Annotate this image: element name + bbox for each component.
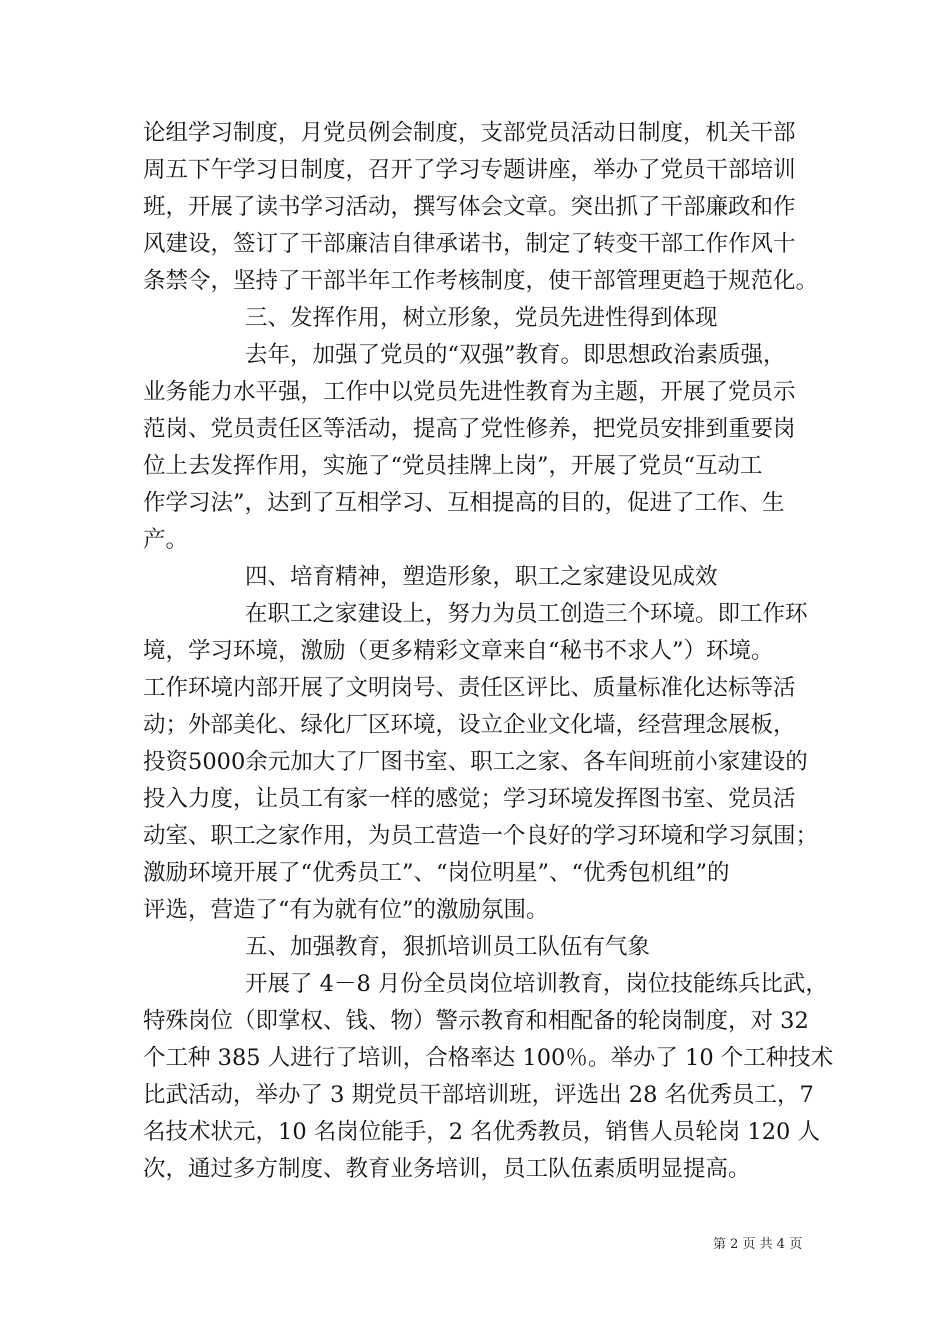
text-line: 工作环境内部开展了文明岗号、责任区评比、质量标准化达标等活	[143, 675, 796, 701]
text-line: 评选，营造了“有为就有位”的激励氛围。	[143, 897, 549, 923]
text-line: 动室、职工之家作用，为员工营造一个良好的学习环境和学习氛围；	[143, 823, 819, 849]
text-line: 激励环境开展了“优秀员工”、“岗位明星”、“优秀包机组”的	[143, 860, 730, 886]
text-line: 投入力度，让员工有家一样的感觉；学习环境发挥图书室、党员活	[143, 786, 796, 812]
text-line: 位上去发挥作用，实施了“党员挂牌上岗”，开展了党员“互动工	[143, 453, 763, 479]
text-line: 周五下午学习日制度，召开了学习专题讲座，举办了党员干部培训	[143, 157, 796, 183]
page-number: 第 2 页 共 4 页	[713, 1237, 803, 1252]
text-line: 条禁令，坚持了干部半年工作考核制度，使干部管理更趋于规范化。	[143, 268, 819, 294]
text-line: 比武活动，举办了 3 期党员干部培训班，评选出 28 名优秀员工，7	[143, 1082, 814, 1108]
text-line: 范岗、党员责任区等活动，提高了党性修养，把党员安排到重要岗	[143, 416, 796, 442]
text-line: 作学习法”，达到了互相学习、互相提高的目的，促进了工作、生	[143, 490, 785, 516]
text-line: 动；外部美化、绿化厂区环境，设立企业文化墙，经营理念展板，	[143, 712, 796, 738]
paragraph-start: 去年，加强了党员的“双强”教育。即思想政治素质强，	[245, 342, 786, 368]
text-line: 投资5000余元加大了厂图书室、职工之家、各车间班前小家建设的	[143, 749, 808, 775]
text-line: 境，学习环境，激励（更多精彩文章来自“秘书不求人”）环境。	[143, 638, 774, 664]
text-line: 业务能力水平强，工作中以党员先进性教育为主题，开展了党员示	[143, 379, 796, 405]
text-line: 个工种 385 人进行了培训，合格率达 100％。举办了 10 个工种技术	[143, 1045, 834, 1071]
section-heading-4: 四、培育精神，塑造形象，职工之家建设见成效	[245, 564, 718, 590]
paragraph-start: 开展了 4－8 月份全员岗位培训教育，岗位技能练兵比武，	[245, 971, 828, 997]
text-line: 名技术状元，10 名岗位能手，2 名优秀教员，销售人员轮岗 120 人	[143, 1119, 821, 1145]
section-heading-3: 三、发挥作用，树立形象，党员先进性得到体现	[245, 305, 718, 331]
text-line: 次，通过多方制度、教育业务培训，员工队伍素质明显提高。	[143, 1156, 751, 1182]
section-heading-5: 五、加强教育，狠抓培训员工队伍有气象	[245, 934, 651, 960]
paragraph-start: 在职工之家建设上，努力为员工创造三个环境。即工作环	[245, 601, 808, 627]
text-line: 班，开展了读书学习活动，撰写体会文章。突出抓了干部廉政和作	[143, 194, 796, 220]
text-line: 论组学习制度，月党员例会制度，支部党员活动日制度，机关干部	[143, 120, 796, 146]
text-line: 风建设，签订了干部廉洁自律承诺书，制定了转变干部工作作风十	[143, 231, 796, 257]
text-line: 特殊岗位（即掌权、钱、物）警示教育和相配备的轮岗制度，对 32	[143, 1008, 809, 1034]
text-line: 产。	[143, 527, 189, 553]
